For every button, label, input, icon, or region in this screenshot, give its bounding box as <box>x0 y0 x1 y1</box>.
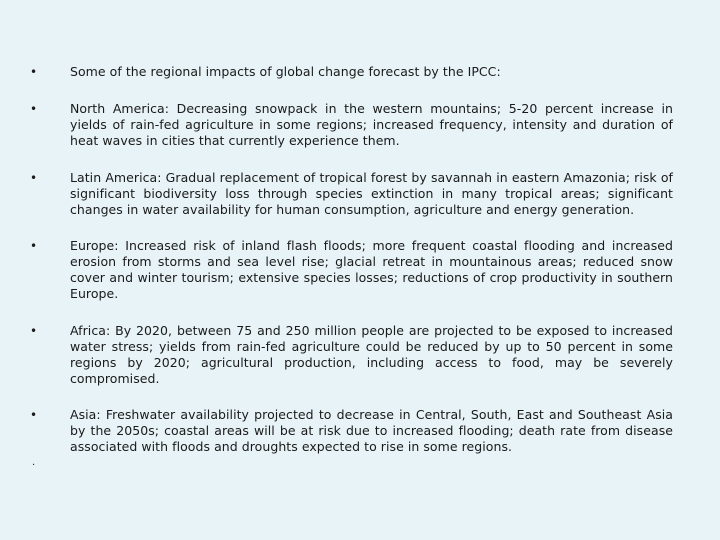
region-paragraph <box>70 238 673 302</box>
region-paragraph <box>70 407 673 455</box>
region-description: Gradual replacement of tropical forest by savannah in eastern Amazonia; risk of significant biodiversity loss through species extinction in many tropical areas; significant changes in water availability for human consumption, agriculture and energy generation. <box>70 170 673 217</box>
region-description: By 2020, between 75 and 250 million people are projected to be exposed to increased water stress; yields from rain-fed agriculture could be reduced by up to 50 percent in some regions by 2020; agricultural production, including access to food, may be severely compromised. <box>70 323 673 386</box>
bullet-marker: • <box>30 324 38 338</box>
stray-mark: . <box>32 457 36 468</box>
bullet-marker: • <box>30 408 38 422</box>
region-name: Latin America: <box>70 170 162 185</box>
region-name: North America: <box>70 101 170 116</box>
bullet-marker: • <box>30 102 38 116</box>
region-paragraph <box>70 101 673 149</box>
bullet-marker: • <box>30 65 38 79</box>
region-description: Increased risk of inland flash floods; more frequent coastal flooding and increased erosion from storms and sea level rise; glacial retreat in mountainous areas; reduced snow cover and winter tourism; extensive species losses; reductions of crop productivity in southern Europe. <box>70 238 673 301</box>
region-description: Freshwater availability projected to decrease in Central, South, East and Southeast Asia by the 2050s; coastal areas will be at risk due to increased flooding; death rate from disease associated with floods and droughts expected to rise in some regions. <box>70 407 673 454</box>
region-name: Europe: <box>70 238 119 253</box>
region-paragraph <box>70 323 673 387</box>
region-description: Decreasing snowpack in the western mountains; 5-20 percent increase in yields of rain-fed agriculture in some regions; increased frequency, intensity and duration of heat waves in cities that currently experience them. <box>70 101 673 148</box>
region-paragraph <box>70 170 673 218</box>
region-name: Africa: <box>70 323 111 338</box>
region-name: Asia: <box>70 407 101 422</box>
intro-text: Some of the regional impacts of global change forecast by the IPCC: <box>70 64 501 79</box>
bullet-marker: • <box>30 239 38 253</box>
bullet-marker: • <box>30 171 38 185</box>
